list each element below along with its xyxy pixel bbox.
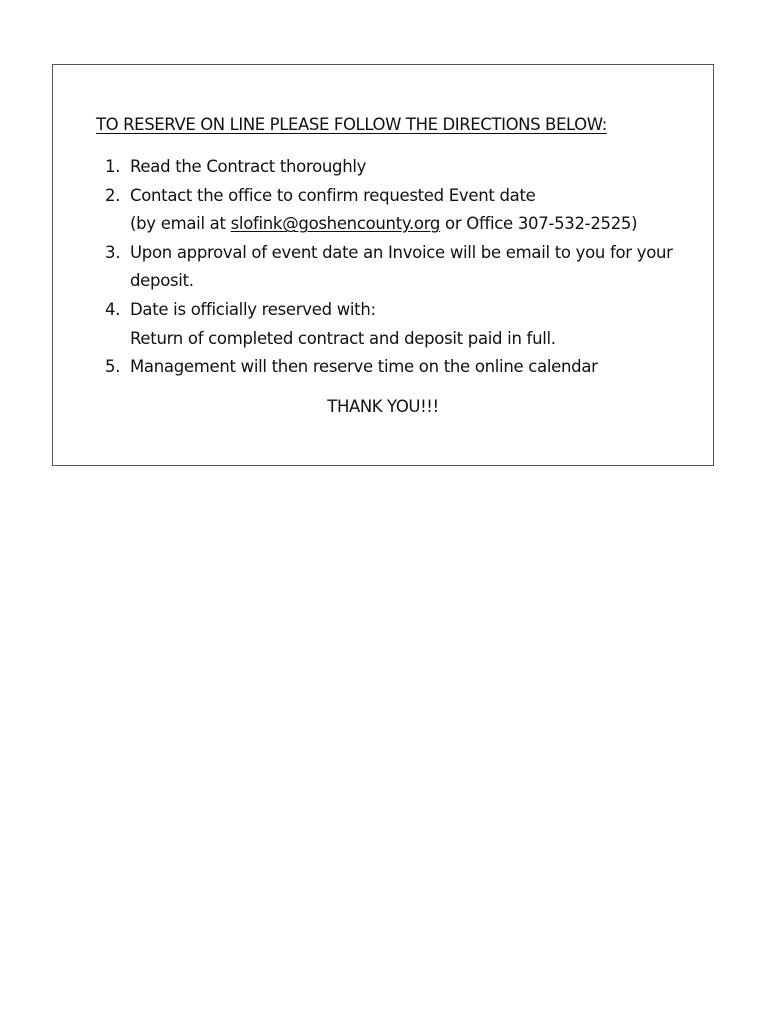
step-text: Contact the office to confirm requested Event date (130, 185, 536, 205)
email-link[interactable]: slofink@goshencounty.org (230, 214, 441, 234)
thank-you-text: THANK YOU!!! (327, 397, 439, 416)
step-number: 5. (105, 357, 121, 377)
list-item-contact-office (105, 182, 705, 239)
step-number: 2. (105, 185, 121, 205)
contact-detail (130, 210, 705, 239)
list-item-reserved (105, 296, 705, 353)
directions-list (105, 153, 705, 382)
step-text: Management will then reserve time on the online calendar (130, 357, 598, 377)
step-text-continued: deposit. (130, 271, 194, 291)
step-text: Read the Contract thoroughly (130, 157, 367, 176)
contact-prefix: (by email at (130, 214, 231, 234)
step-text-continued: Return of completed contract and deposit paid in full. (130, 328, 556, 348)
directions-heading: TO RESERVE ON LINE PLEASE FOLLOW THE DIRECTIONS BELOW: (96, 115, 607, 134)
list-item-invoice (105, 239, 705, 296)
list-item-calendar (105, 353, 705, 382)
step-number: 3. (105, 242, 121, 262)
step-text: Date is officially reserved with: (130, 299, 376, 319)
step-number: 4. (105, 299, 121, 319)
step-text: Upon approval of event date an Invoice will be email to you for your (130, 242, 673, 262)
office-phone: or Office 307-532-2525) (440, 214, 638, 234)
list-item-read-contract (105, 153, 705, 182)
reservation-notice-box (52, 64, 714, 466)
step-number: 1. (105, 157, 121, 176)
